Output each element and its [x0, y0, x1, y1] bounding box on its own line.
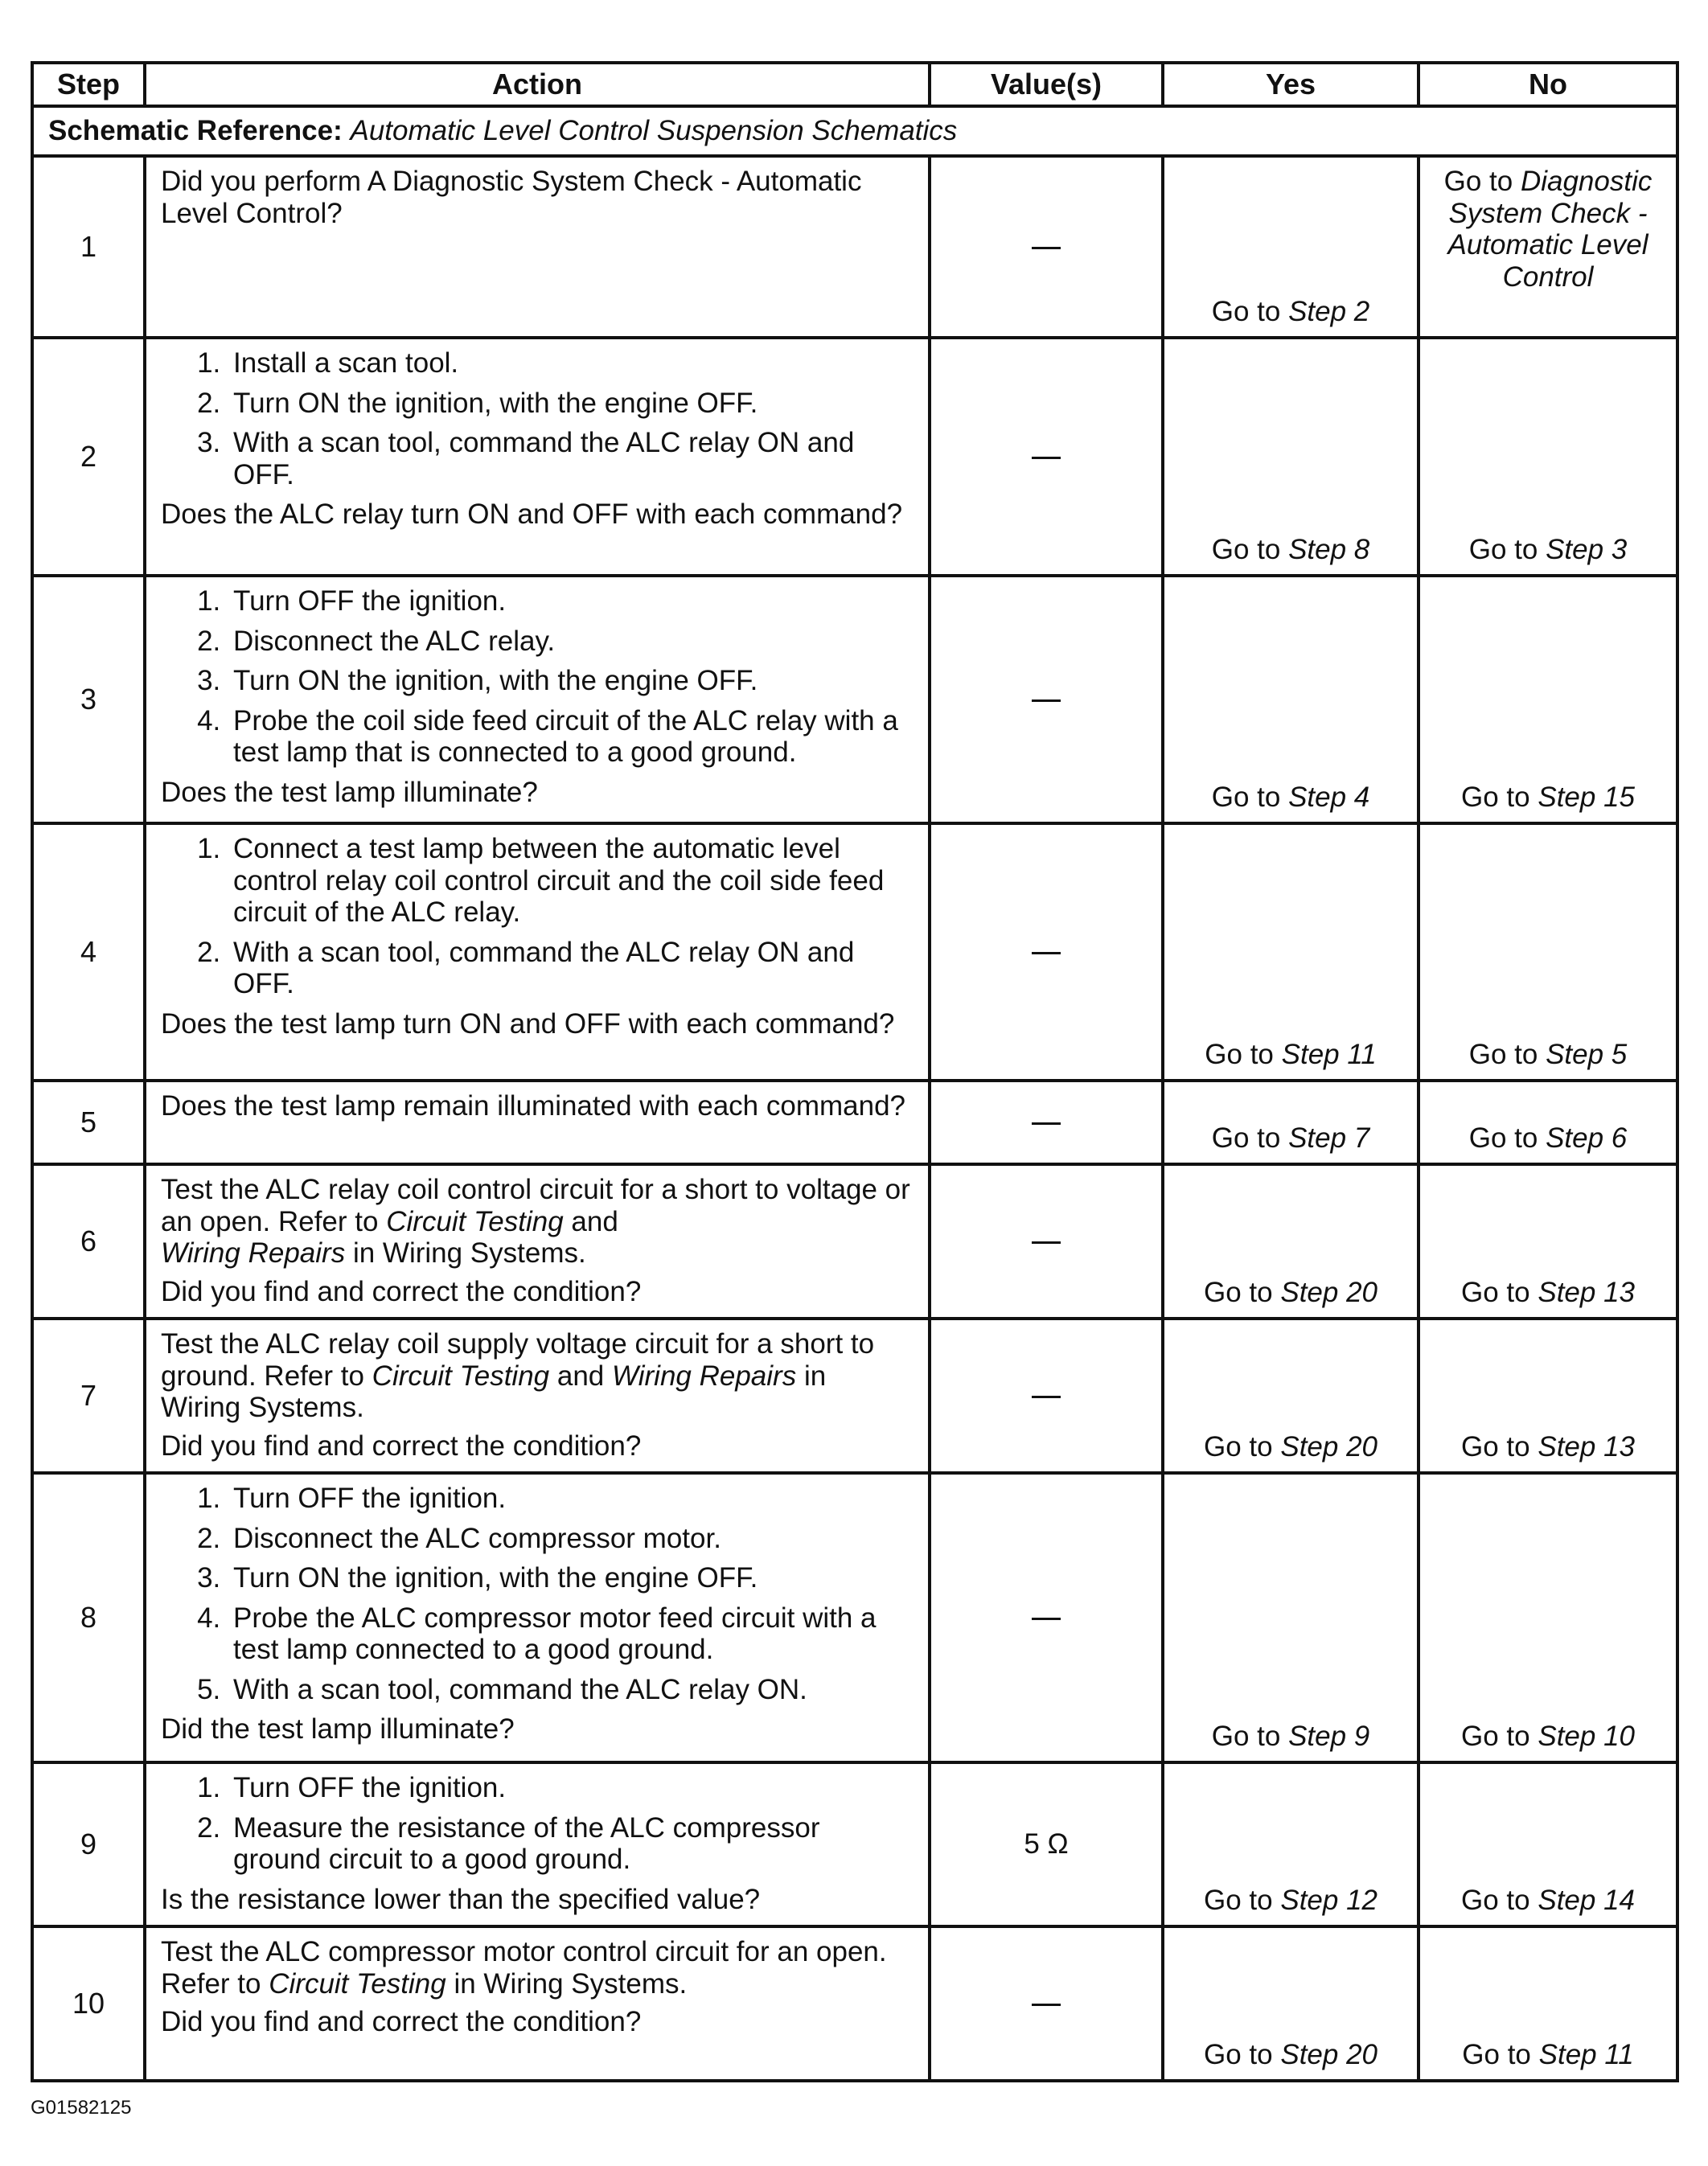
step-number: 7: [32, 1319, 145, 1473]
go-to-step-link[interactable]: Step 13: [1538, 1431, 1635, 1463]
action-cell: [145, 1319, 930, 1473]
no-cell: Go to Step 6: [1419, 1081, 1677, 1164]
go-to-step-link[interactable]: Step 3: [1546, 534, 1628, 566]
action-step: 3. Turn ON the ignition, with the engine OFF.: [228, 665, 914, 697]
action-question: Is the resistance lower than the specified value?: [161, 1883, 761, 1915]
step-number: 9: [32, 1762, 145, 1926]
header-step: Step: [32, 63, 145, 106]
table-row: [32, 1164, 1677, 1319]
dash-symbol: [1032, 699, 1061, 702]
action-step: 2. Turn ON the ignition, with the engine OFF.: [228, 388, 914, 420]
action-text: Test the ALC relay coil control circuit for a short to voltage or an open. Refer to Circuit Testing and Wiring Repairs in Wiring Systems.: [161, 1174, 910, 1270]
step-number: 5: [32, 1081, 145, 1164]
go-to-step-link[interactable]: Step 6: [1546, 1122, 1628, 1155]
action-step: 2. Disconnect the ALC relay.: [228, 626, 914, 658]
no-cell: Go to Step 5: [1419, 823, 1677, 1081]
no-cell: Go to Diagnostic System Check - Automatic Level Control: [1419, 156, 1677, 338]
header-values: Value(s): [930, 63, 1163, 106]
dash-symbol: [1032, 2004, 1061, 2006]
action-text: Did you perform A Diagnostic System Check - Automatic Level Control?: [161, 166, 862, 229]
action-cell: [145, 338, 930, 576]
action-step: 4. Probe the ALC compressor motor feed circuit with a test lamp connected to a good ground.: [228, 1602, 914, 1666]
go-to-step-link[interactable]: Step 9: [1288, 1721, 1370, 1753]
yes-cell: Go to Step 20: [1163, 1926, 1419, 2081]
value-cell: [930, 1164, 1163, 1319]
no-cell: Go to Step 15: [1419, 576, 1677, 823]
no-cell: Go to Step 14: [1419, 1762, 1677, 1926]
action-question: Did the test lamp illuminate?: [161, 1713, 515, 1746]
action-question: Did you find and correct the condition?: [161, 1430, 642, 1462]
action-step: 3. With a scan tool, command the ALC relay ON and OFF.: [228, 427, 914, 490]
step-number: 6: [32, 1164, 145, 1319]
action-cell: [145, 576, 930, 823]
wiring-repairs-link[interactable]: Wiring Repairs: [612, 1360, 797, 1392]
go-to-step-link[interactable]: Step 20: [1280, 1431, 1377, 1463]
action-cell: [145, 1926, 930, 2081]
yes-cell: Go to Step 8: [1163, 338, 1419, 576]
step-number: 1: [32, 156, 145, 338]
yes-cell: Go to Step 4: [1163, 576, 1419, 823]
action-step: 2. With a scan tool, command the ALC relay ON and OFF.: [228, 937, 914, 1000]
action-step: 2. Measure the resistance of the ALC compressor ground circuit to a good ground.: [228, 1812, 914, 1876]
action-step: 2. Disconnect the ALC compressor motor.: [228, 1523, 914, 1555]
yes-cell: Go to Step 12: [1163, 1762, 1419, 1926]
table-row: [32, 1473, 1677, 1762]
action-cell: [145, 156, 930, 338]
go-to-step-link[interactable]: Step 11: [1281, 1039, 1377, 1071]
go-to-step-link[interactable]: Step 20: [1280, 2039, 1377, 2071]
figure-id: G01582125: [31, 2097, 132, 2119]
action-cell: [145, 1762, 930, 1926]
action-steps: [161, 585, 914, 769]
no-cell: Go to Step 3: [1419, 338, 1677, 576]
action-step: 3. Turn ON the ignition, with the engine OFF.: [228, 1562, 914, 1594]
action-question: Did you find and correct the condition?: [161, 2006, 642, 2038]
dash-symbol: [1032, 457, 1061, 459]
dash-symbol: [1032, 952, 1061, 954]
action-steps: [161, 1772, 914, 1876]
action-step: 4. Probe the coil side feed circuit of the ALC relay with a test lamp that is connected to a good ground.: [228, 705, 914, 769]
table-row: [32, 576, 1677, 823]
no-cell: Go to Step 11: [1419, 1926, 1677, 2081]
dash-symbol: [1032, 1122, 1061, 1125]
header-yes: Yes: [1163, 63, 1419, 106]
value-cell: [930, 576, 1163, 823]
table-row: [32, 1762, 1677, 1926]
table-row: [32, 1081, 1677, 1164]
dash-symbol: [1032, 1618, 1061, 1620]
step-number: 10: [32, 1926, 145, 2081]
action-cell: [145, 823, 930, 1081]
go-to-step-link[interactable]: Step 14: [1538, 1885, 1635, 1917]
circuit-testing-link[interactable]: Circuit Testing: [372, 1360, 550, 1392]
wiring-repairs-link[interactable]: Wiring Repairs: [161, 1237, 346, 1270]
action-cell: [145, 1473, 930, 1762]
step-number: 8: [32, 1473, 145, 1762]
go-to-step-link[interactable]: Step 2: [1288, 296, 1370, 328]
yes-cell: Go to Step 20: [1163, 1164, 1419, 1319]
step-number: 3: [32, 576, 145, 823]
go-to-step-link[interactable]: Step 12: [1280, 1885, 1377, 1917]
action-question: Does the test lamp turn ON and OFF with each command?: [161, 1007, 895, 1040]
value-cell: [930, 1081, 1163, 1164]
value-cell: [930, 1473, 1163, 1762]
no-cell: Go to Step 13: [1419, 1164, 1677, 1319]
yes-cell: Go to Step 11: [1163, 823, 1419, 1081]
action-text: Test the ALC relay coil supply voltage circuit for a short to ground. Refer to Circuit Testing and Wiring Repairs in Wiring Systems.: [161, 1328, 875, 1424]
value-cell: [930, 338, 1163, 576]
schematic-reference-row: [32, 106, 1677, 156]
action-step: 1. Turn OFF the ignition.: [228, 585, 914, 617]
yes-cell: Go to Step 20: [1163, 1319, 1419, 1473]
dash-symbol: [1032, 247, 1061, 249]
action-cell: [145, 1164, 930, 1319]
table-row: [32, 338, 1677, 576]
go-to-step-link[interactable]: Step 13: [1538, 1277, 1635, 1309]
value-cell: 5 Ω: [930, 1762, 1163, 1926]
action-step: 1. Connect a test lamp between the automatic level control relay coil control circuit and the coil side feed circuit of the ALC relay.: [228, 833, 914, 929]
action-question: Does the test lamp remain illuminated with each command?: [161, 1090, 905, 1122]
step-number: 2: [32, 338, 145, 576]
action-text: Test the ALC compressor motor control circuit for an open. Refer to Circuit Testing in Wiring Systems.: [161, 1936, 887, 2000]
action-step: 5. With a scan tool, command the ALC relay ON.: [228, 1674, 914, 1706]
go-to-step-link[interactable]: Step 7: [1288, 1122, 1370, 1155]
go-to-step-link[interactable]: Step 11: [1538, 2039, 1634, 2071]
go-to-step-link[interactable]: Step 15: [1538, 781, 1635, 814]
header-row: [32, 63, 1677, 106]
no-cell: Go to Step 13: [1419, 1319, 1677, 1473]
dash-symbol: [1032, 1396, 1061, 1398]
dash-symbol: [1032, 1241, 1061, 1244]
value-cell: [930, 1319, 1163, 1473]
schematic-reference-label: Schematic Reference:: [48, 115, 343, 147]
step-number: 4: [32, 823, 145, 1081]
circuit-testing-link[interactable]: Circuit Testing: [269, 1967, 446, 2000]
yes-cell: Go to Step 7: [1163, 1081, 1419, 1164]
go-to-step-link[interactable]: Step 5: [1546, 1039, 1628, 1071]
action-question: Does the ALC relay turn ON and OFF with each command?: [161, 498, 903, 531]
action-question: Did you find and correct the condition?: [161, 1275, 642, 1307]
schematic-reference-link[interactable]: Automatic Level Control Suspension Schematics: [350, 115, 958, 147]
diagnostic-table: [31, 61, 1679, 2082]
action-steps: [161, 1483, 914, 1705]
go-to-step-link[interactable]: Step 4: [1288, 781, 1370, 814]
header-action: Action: [145, 63, 930, 106]
header-no: No: [1419, 63, 1677, 106]
action-step: 1. Install a scan tool.: [228, 347, 914, 379]
no-cell: Go to Step 10: [1419, 1473, 1677, 1762]
yes-cell: Go to Step 2: [1163, 156, 1419, 338]
action-steps: [161, 347, 914, 490]
action-cell: [145, 1081, 930, 1164]
action-step: 1. Turn OFF the ignition.: [228, 1483, 914, 1515]
table-row: [32, 1926, 1677, 2081]
value-cell: [930, 1926, 1163, 2081]
value-cell: [930, 823, 1163, 1081]
go-to-step-link[interactable]: Step 10: [1538, 1721, 1635, 1753]
table-row: [32, 823, 1677, 1081]
go-to-step-link[interactable]: Step 20: [1280, 1277, 1377, 1309]
go-to-step-link[interactable]: Step 8: [1288, 534, 1370, 566]
circuit-testing-link[interactable]: Circuit Testing: [386, 1205, 564, 1237]
go-to-procedure-link[interactable]: Diagnostic System Check - Automatic Level Control: [1447, 166, 1653, 293]
action-question: Does the test lamp illuminate?: [161, 776, 538, 808]
value-cell: [930, 156, 1163, 338]
action-steps: [161, 833, 914, 1000]
table-row: [32, 156, 1677, 338]
table-row: [32, 1319, 1677, 1473]
yes-cell: Go to Step 9: [1163, 1473, 1419, 1762]
action-step: 1. Turn OFF the ignition.: [228, 1772, 914, 1804]
